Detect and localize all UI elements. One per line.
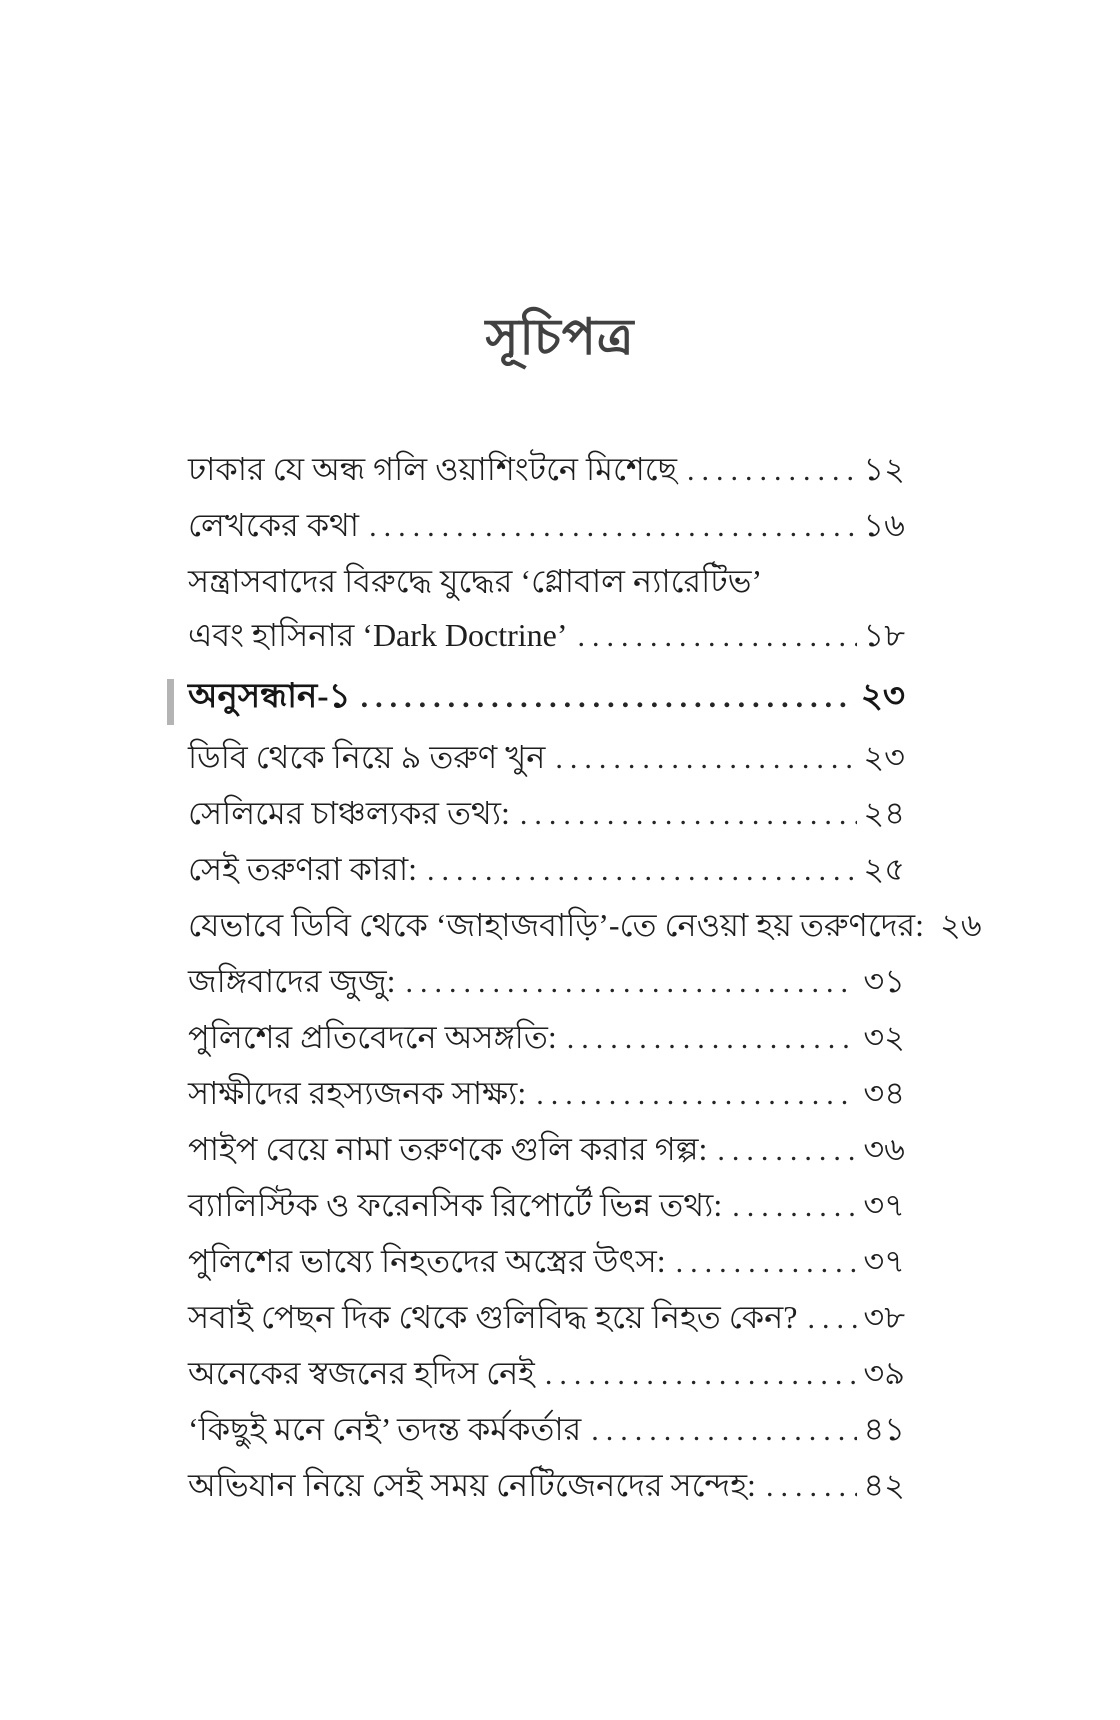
toc-entry-label: জঙ্গিবাদের জুজু: — [188, 963, 396, 999]
toc-entry-label: লেখকের কথা — [188, 507, 360, 543]
toc-page-number: ৩৮ — [863, 1299, 905, 1335]
toc-page-number: ২৬ — [940, 907, 982, 943]
toc-entry-label: এবং হাসিনার ‘Dark Doctrine’ — [188, 617, 568, 653]
toc-dot-leader — [361, 680, 855, 715]
toc-entry-label: সাক্ষীদের রহস্যজনক সাক্ষ্য: — [188, 1075, 527, 1111]
toc-page-number: ৩১ — [863, 963, 905, 999]
toc-dot-leader — [520, 796, 858, 832]
toc-dot-leader — [555, 740, 857, 776]
toc-row — [188, 452, 905, 488]
toc-entry-label: ব্যালিস্টিক ও ফরেনসিক রিপোর্টে ভিন্ন তথ্য: — [188, 1187, 723, 1223]
toc-page-number: ৩৭ — [863, 1187, 905, 1223]
page-title: সূচিপত্র — [485, 309, 635, 365]
toc-page-number: ১৬ — [863, 507, 905, 543]
toc-page-number: ৩৭ — [863, 1243, 905, 1279]
toc-page-number: ১৮ — [863, 617, 905, 653]
toc-entry-label: সবাই পেছন দিক থেকে গুলিবিদ্ধ হয়ে নিহত কেন? — [188, 1299, 798, 1335]
toc-row — [188, 618, 905, 654]
toc-row — [188, 907, 982, 944]
toc-dot-leader — [406, 964, 858, 1000]
toc-entry-label: সন্ত্রাসবাদের বিরুদ্ধে যুদ্ধের ‘গ্লোবাল ন্যারেটিভ’ — [188, 563, 763, 599]
toc-row — [188, 1132, 905, 1168]
toc-row — [188, 1412, 905, 1448]
toc-row — [188, 508, 905, 544]
toc-dot-leader — [732, 1188, 857, 1224]
toc-row — [188, 964, 905, 1000]
toc-page-number: ৪১ — [863, 1411, 905, 1447]
toc-row — [188, 1244, 905, 1280]
toc-page-number: ২৪ — [863, 795, 905, 831]
toc-row — [188, 852, 905, 888]
toc-dot-leader — [536, 1076, 857, 1112]
toc-page-number: ৪২ — [863, 1467, 905, 1503]
toc-entry-label: পাইপ বেয়ে নামা তরুণকে গুলি করার গল্প: — [188, 1131, 708, 1167]
toc-page-number: ১২ — [863, 451, 905, 487]
toc-row — [188, 564, 905, 598]
toc-page-number: ৩৪ — [863, 1075, 905, 1111]
toc-row — [188, 1300, 905, 1336]
toc-row — [188, 680, 905, 715]
toc-dot-leader — [567, 1020, 858, 1056]
toc-row — [188, 1188, 905, 1224]
toc-entry-label: অভিযান নিয়ে সেই সময় নেটিজেনদের সন্দেহ: — [188, 1467, 756, 1503]
toc-list — [188, 451, 982, 1524]
toc-entry-label: ডিবি থেকে নিয়ে ৯ তরুণ খুন — [188, 739, 546, 775]
toc-dot-leader — [545, 1356, 858, 1392]
toc-row — [188, 1468, 905, 1504]
toc-dot-leader — [591, 1412, 857, 1448]
toc-page-number: ৩২ — [863, 1019, 905, 1055]
toc-dot-leader — [687, 452, 857, 488]
toc-dot-leader — [369, 508, 857, 544]
toc-dot-leader — [578, 618, 858, 654]
toc-dot-leader — [766, 1468, 857, 1504]
toc-row — [188, 1076, 905, 1112]
toc-entry-label: ‘কিছুই মনে নেই’ তদন্ত কর্মকর্তার — [188, 1411, 582, 1447]
section-accent-bar — [167, 679, 174, 725]
toc-entry-label: সেই তরুণরা কারা: — [188, 851, 417, 887]
toc-row — [188, 796, 905, 832]
toc-row — [188, 1020, 905, 1056]
toc-entry-label: যেভাবে ডিবি থেকে ‘জাহাজবাড়ি’-তে নেওয়া হয় তরুণদের: — [188, 907, 925, 943]
toc-entry-label: ঢাকার যে অন্ধ গলি ওয়াশিংটনে মিশেছে — [188, 451, 677, 487]
toc-row — [188, 740, 905, 776]
toc-entry-label: সেলিমের চাঞ্চল্যকর তথ্য: — [188, 795, 510, 831]
toc-row — [188, 1356, 905, 1392]
toc-dot-leader — [676, 1244, 858, 1280]
toc-dot-leader — [807, 1300, 857, 1336]
toc-dot-leader — [717, 1132, 857, 1168]
toc-page-number: ২৫ — [863, 851, 905, 887]
toc-page-number: ৩৬ — [863, 1131, 905, 1167]
toc-entry-label: অনেকের স্বজনের হদিস নেই — [188, 1355, 535, 1391]
toc-entry-label: পুলিশের প্রতিবেদনে অসঙ্গতি: — [188, 1019, 557, 1055]
toc-page-number: ২৩ — [863, 739, 905, 775]
toc-page-number: ৩৯ — [863, 1355, 905, 1391]
toc-entry-label: পুলিশের ভাষ্যে নিহতদের অস্ত্রের উৎস: — [188, 1243, 666, 1279]
toc-entry-label: অনুসন্ধান-১ — [188, 678, 351, 715]
toc-page-number: ২৩ — [860, 678, 905, 715]
toc-dot-leader — [427, 852, 857, 888]
